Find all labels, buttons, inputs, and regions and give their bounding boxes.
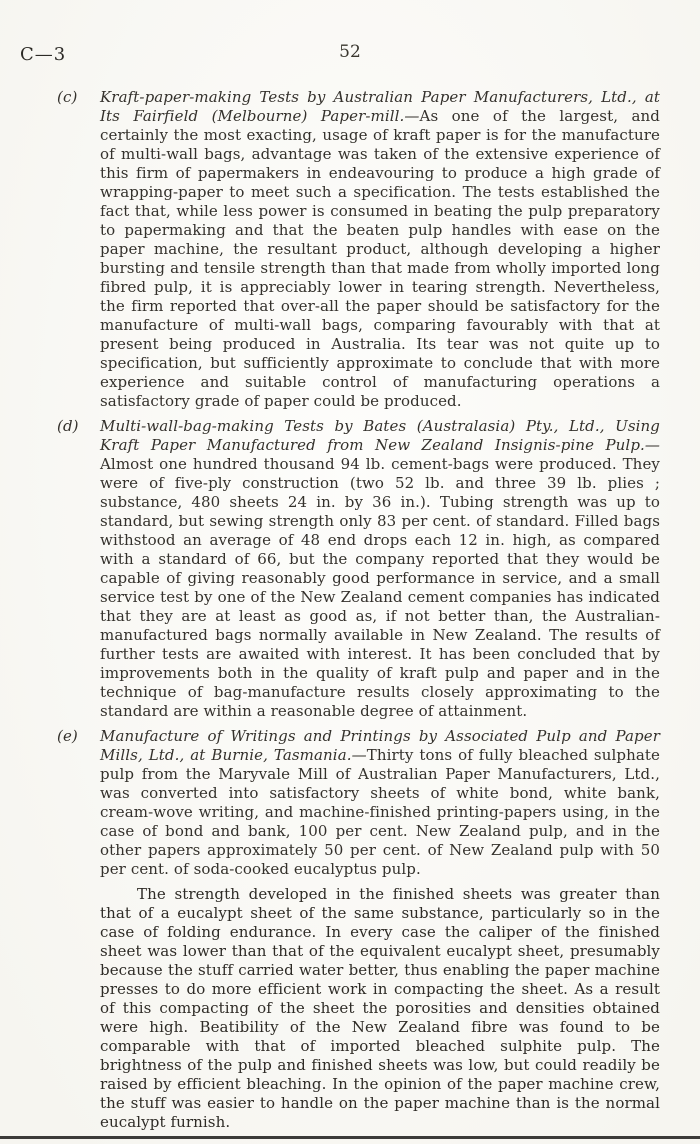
page-header (0, 42, 700, 66)
closing-paragraph: The strength developed in the finished sheets was greater than that of a eucalypt sheet of the same substance, particularly so in the case of folding endurance. In every case the caliper of the finished sheet was lower than that of the equivalent eucalypt sheet, presumably because the stuff carried water better, thus enabling the paper machine presses to do more efficient work in compacting the sheet. As a result of this compacting of the sheet the porosities and densities obtained were high. Beatibility of the New Zealand fibre was found to be comparable with that of imported bleached sulphite pulp. The brightness of the pulp and finished sheets was low, but could readily be raised by efficient bleaching. In the opinion of the paper machine crew, the stuff was easier to handle on the paper machine than is the normal eucalypt furnish. (100, 885, 660, 1131)
paragraph-e-label: (e) (57, 727, 78, 745)
paragraph-e (57, 727, 660, 879)
paragraph-e-heading: Manufacture of Writings and Printings by Associated Pulp and Paper Mills, Ltd., at Burnie, Tasmania.— (100, 727, 660, 764)
document-body (57, 88, 660, 1132)
paragraph-e-text: Thirty tons of fully bleached sulphate pulp from the Maryvale Mill of Australian Paper Manufacturers, Ltd., was converted into satisfactory sheets of white bond, white bank, cream-wove writing, and machine-finished printing-papers using, in the case of bond and bank, 100 per cent. New Zealand pulp, and in the other papers approximately 50 per cent. of New Zealand pulp with 50 per cent. of soda-cooked eucalyptus pulp. (100, 746, 660, 878)
paragraph-d-heading: Multi-wall-bag-making Tests by Bates (Australasia) Pty., Ltd., Using Kraft Paper Manufactured from New Zealand Insignis-pine Pulp.— (100, 417, 660, 454)
section-code: C—3 (20, 44, 67, 65)
scan-edge-line (0, 1136, 700, 1139)
paragraph-d-text: Almost one hundred thousand 94 lb. cement-bags were produced. They were of five-ply construction (two 52 lb. and three 39 lb. plies ; substance, 480 sheets 24 in. by 36 in.). Tubing strength was up to standard, but sewing strength only 83 per cent. of standard. Filled bags withstood an average of 48 end drops each 12 in. high, as compared with a standard of 66, but the company reported that they would be capable of giving reasonably good performance in service, and a small service test by one of the New Zealand cement companies has indicated that they are at least as good as, if not better than, the Australian-manufactured bags normally available in New Zealand. The results of further tests are awaited with interest. It has been concluded that by improvements both in the quality of kraft pulp and paper and in the technique of bag-manufacture results closely approximating to the standard are within a reasonable degree of attainment. (100, 455, 660, 720)
paragraph-d (57, 417, 660, 721)
paragraph-c (57, 88, 660, 411)
paragraph-d-label: (d) (57, 417, 79, 435)
page-number: 52 (339, 42, 361, 62)
paragraph-c-heading: Kraft-paper-making Tests by Australian Paper Manufacturers, Ltd., at Its Fairfield (Melbourne) Paper-mill.— (100, 88, 660, 125)
paragraph-c-label: (c) (57, 88, 78, 106)
paragraph-c-text: As one of the largest, and certainly the most exacting, usage of kraft paper is for the manufacture of multi-wall bags, advantage was taken of the extensive experience of this firm of papermakers in endeavouring to produce a high grade of wrapping-paper to meet such a specification. The tests established the fact that, while less power is consumed in beating the pulp preparatory to papermaking and that the beaten pulp handles with ease on the paper machine, the resultant product, although developing a higher bursting and tensile strength than that made from wholly imported long fibred pulp, it is appreciably lower in tearing strength. Nevertheless, the firm reported that over-all the paper should be satisfactory for the manufacture of multi-wall bags, comparing favourably with that at present being produced in Australia. Its tear was not quite up to specification, but sufficiently approximate to conclude that with more experience and suitable control of manufacturing operations a satisfactory grade of paper could be produced. (100, 107, 660, 410)
